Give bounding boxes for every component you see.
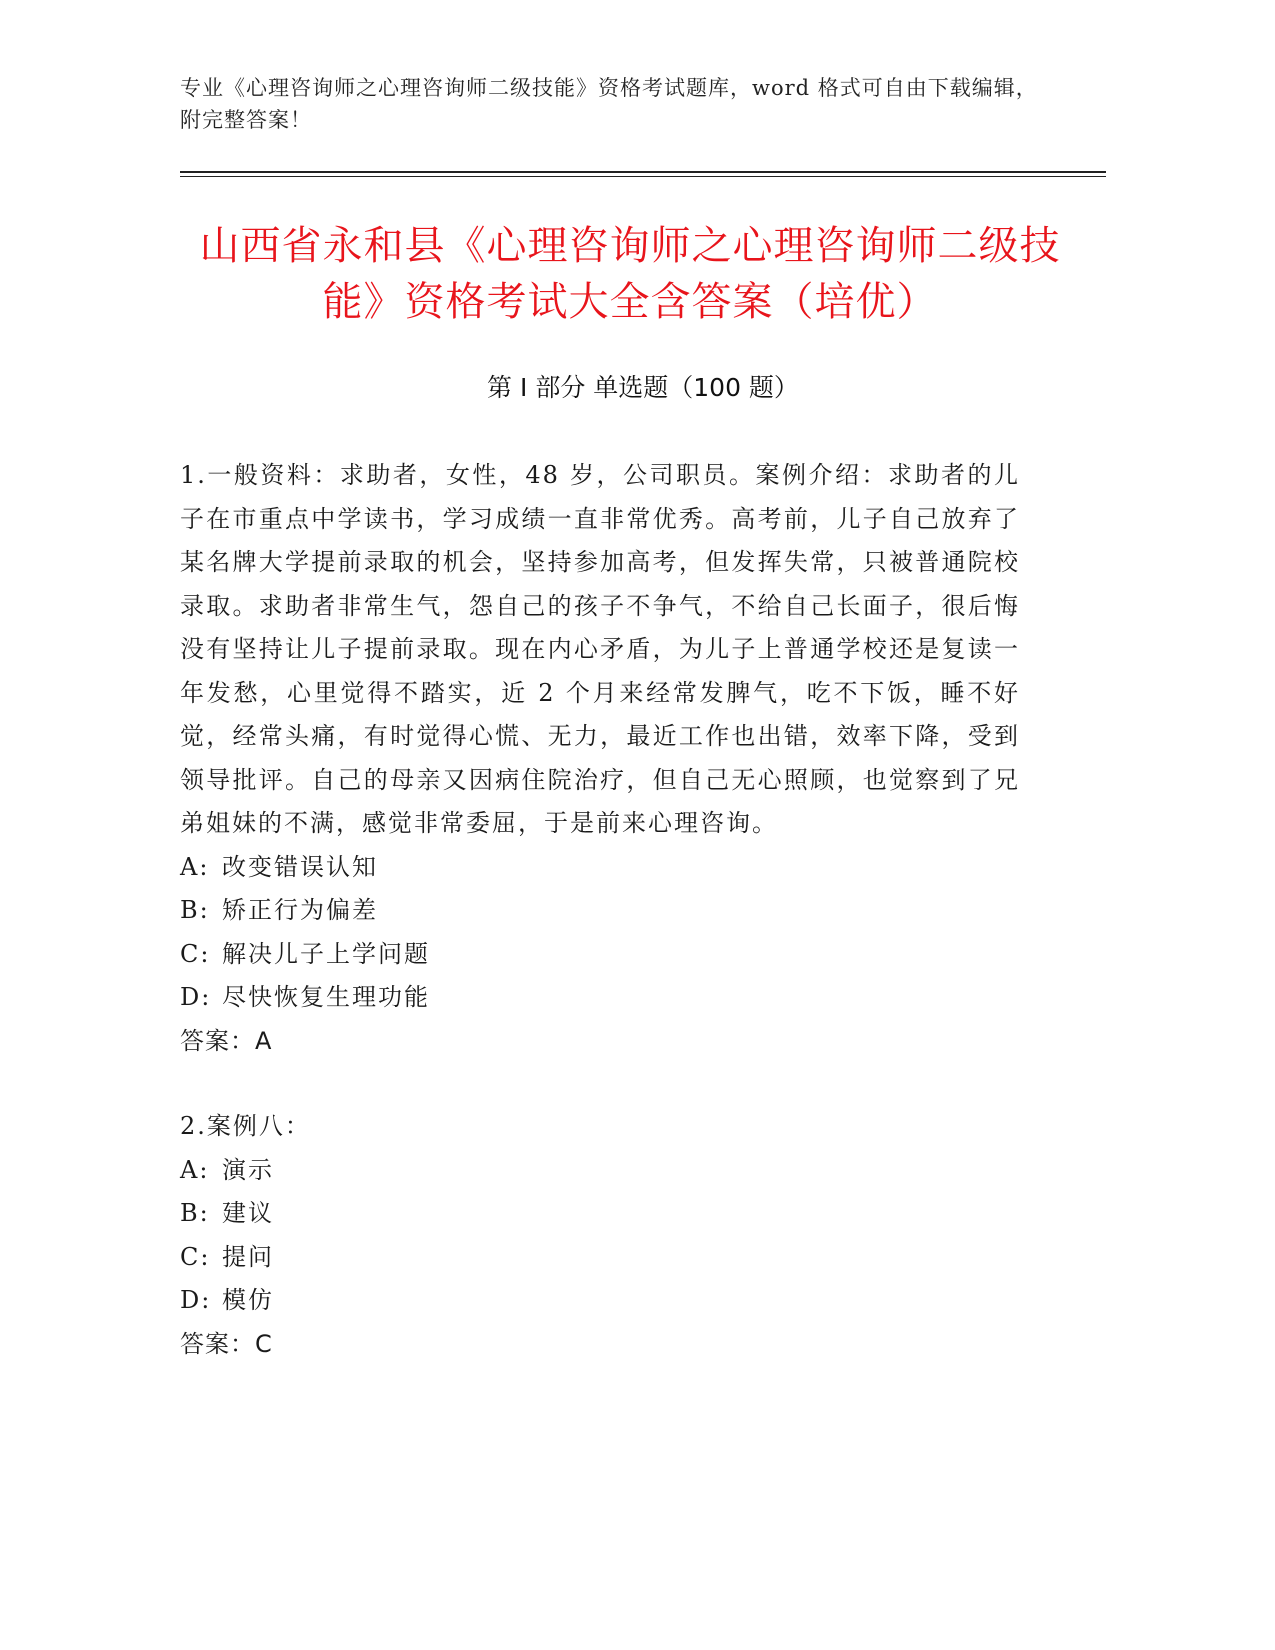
question-2 (180, 1105, 1020, 1366)
answer-line: 答案：A (180, 1026, 273, 1055)
option-c (180, 1236, 1020, 1280)
option-text: 尽快恢复生理功能 (222, 983, 430, 1011)
option-key: D: (180, 983, 212, 1011)
option-text: 演示 (222, 1155, 274, 1184)
option-key: B: (180, 1199, 210, 1227)
question-stem: 2.案例八： (180, 1112, 311, 1140)
section-title: 第 I 部分 单选题（100 题） (487, 373, 799, 402)
option-key: B: (180, 896, 210, 924)
answer-line: 答案：C (180, 1329, 273, 1358)
header-note: 专业《心理咨询师之心理咨询师二级技能》资格考试题库，word 格式可自由下载编辑，附完整答案！ (180, 76, 1038, 132)
option-key: C: (180, 939, 211, 968)
option-c (180, 933, 1020, 977)
option-text: 建议 (222, 1199, 274, 1227)
option-b (180, 1192, 1020, 1236)
question-stem: 1.一般资料：求助者，女性，48 岁，公司职员。案例介绍：求助者的儿子在市重点中学读书，学习成绩一直非常优秀。高考前，儿子自己放弃了某名牌大学提前录取的机会，坚持参加高考，但发挥失常，只被普通院校录取。求助者非常生气，怨自己的孩子不争气，不给自己长面子，很后悔没有坚持让儿子提前录取。现在内心矛盾，为儿子上普通学校还是复读一年发愁，心里觉得不踏实，近 2 个月来经常发脾气，吃不下饭，睡不好觉，经常头痛，有时觉得心慌、无力，最近工作也出错，效率下降，受到领导批评。自己的母亲又因病住院治疗，但自己无心照顾，也觉察到了兄弟姐妹的不满，感觉非常委屈，于是前来心理咨询。 (180, 461, 1020, 837)
header-divider-thick (180, 171, 1106, 173)
question-list (180, 454, 1020, 1408)
option-key: C: (180, 1242, 211, 1271)
option-text: 改变错误认知 (222, 852, 378, 881)
option-text: 矫正行为偏差 (222, 896, 378, 924)
option-key: A: (180, 852, 210, 881)
option-key: A: (180, 1155, 210, 1184)
option-text: 解决儿子上学问题 (222, 939, 430, 968)
option-d (180, 976, 1020, 1020)
question-1 (180, 454, 1020, 1063)
option-b (180, 889, 1020, 933)
option-key: D: (180, 1286, 212, 1314)
option-text: 提问 (222, 1242, 274, 1271)
option-d (180, 1279, 1020, 1323)
option-a (180, 846, 1020, 890)
option-a (180, 1149, 1020, 1193)
option-text: 模仿 (222, 1286, 274, 1314)
header-divider-thin (180, 176, 1106, 177)
document-title: 山西省永和县《心理咨询师之心理咨询师二级技能》资格考试大全含答案（培优） (199, 223, 1061, 325)
